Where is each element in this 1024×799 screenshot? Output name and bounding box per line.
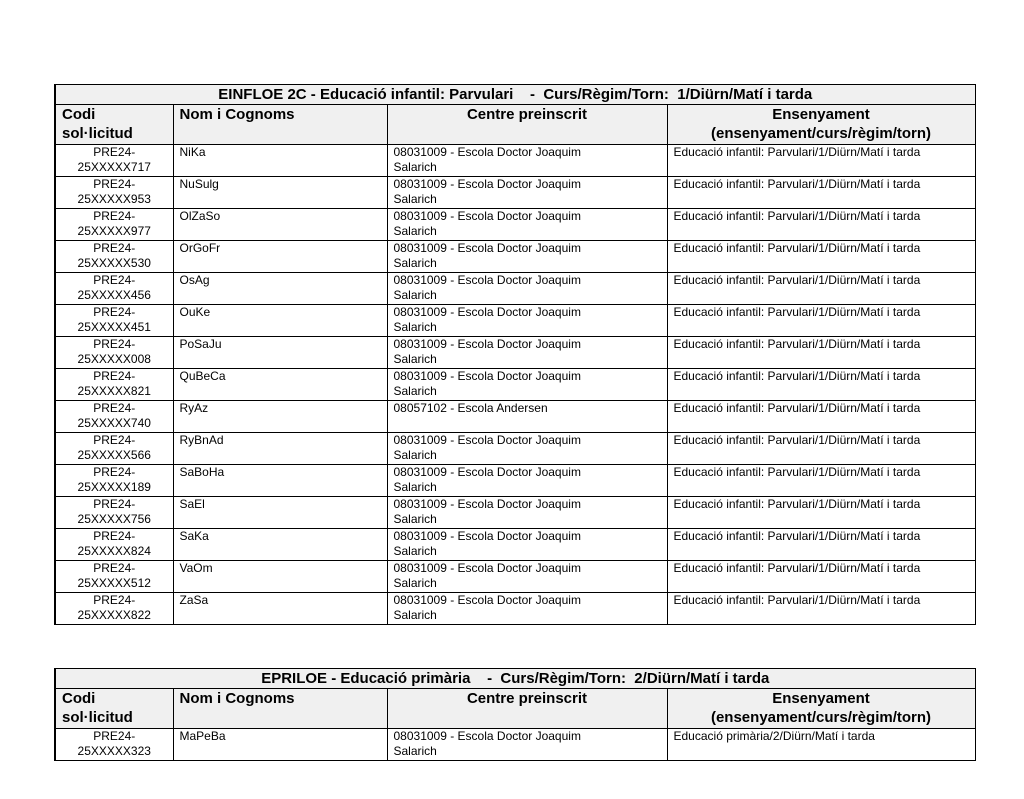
header-centre: Centre preinscrit (387, 689, 667, 729)
cell-centre: 08031009 - Escola Doctor Joaquim Salarich (387, 529, 667, 561)
table-row (55, 273, 975, 305)
cell-ensenyament: Educació infantil: Parvulari/1/Diürn/Matí i tarda (667, 561, 975, 593)
header-code: Codi sol·licitud (55, 105, 173, 145)
header-code: Codi sol·licitud (55, 689, 173, 729)
cell-centre: 08057102 - Escola Andersen (387, 401, 667, 433)
cell-centre: 08031009 - Escola Doctor Joaquim Salarich (387, 561, 667, 593)
cell-code: PRE24- 25XXXXX953 (55, 177, 173, 209)
cell-centre: 08031009 - Escola Doctor Joaquim Salarich (387, 433, 667, 465)
cell-name: OrGoFr (173, 241, 387, 273)
table-row (55, 337, 975, 369)
cell-centre: 08031009 - Escola Doctor Joaquim Salarich (387, 209, 667, 241)
header-centre: Centre preinscrit (387, 105, 667, 145)
cell-ensenyament: Educació infantil: Parvulari/1/Diürn/Matí i tarda (667, 273, 975, 305)
cell-centre: 08031009 - Escola Doctor Joaquim Salarich (387, 145, 667, 177)
cell-code: PRE24- 25XXXXX717 (55, 145, 173, 177)
cell-ensenyament: Educació infantil: Parvulari/1/Diürn/Matí i tarda (667, 145, 975, 177)
cell-code: PRE24- 25XXXXX451 (55, 305, 173, 337)
cell-centre: 08031009 - Escola Doctor Joaquim Salarich (387, 369, 667, 401)
cell-name: OsAg (173, 273, 387, 305)
table-row (55, 561, 975, 593)
cell-name: SaKa (173, 529, 387, 561)
cell-ensenyament: Educació infantil: Parvulari/1/Diürn/Matí i tarda (667, 593, 975, 625)
cell-name: QuBeCa (173, 369, 387, 401)
cell-ensenyament: Educació infantil: Parvulari/1/Diürn/Matí i tarda (667, 497, 975, 529)
table-row (55, 305, 975, 337)
cell-code: PRE24- 25XXXXX977 (55, 209, 173, 241)
cell-centre: 08031009 - Escola Doctor Joaquim Salarich (387, 337, 667, 369)
cell-name: OuKe (173, 305, 387, 337)
cell-centre: 08031009 - Escola Doctor Joaquim Salarich (387, 177, 667, 209)
table-row (55, 401, 975, 433)
cell-centre: 08031009 - Escola Doctor Joaquim Salarich (387, 593, 667, 625)
header-ensenyament: Ensenyament (ensenyament/curs/règim/torn) (667, 105, 975, 145)
cell-name: RyBnAd (173, 433, 387, 465)
table-row (55, 465, 975, 497)
cell-name: VaOm (173, 561, 387, 593)
cell-code: PRE24- 25XXXXX530 (55, 241, 173, 273)
cell-code: PRE24- 25XXXXX740 (55, 401, 173, 433)
cell-ensenyament: Educació infantil: Parvulari/1/Diürn/Matí i tarda (667, 433, 975, 465)
cell-code: PRE24- 25XXXXX008 (55, 337, 173, 369)
cell-name: PoSaJu (173, 337, 387, 369)
cell-centre: 08031009 - Escola Doctor Joaquim Salarich (387, 241, 667, 273)
cell-ensenyament: Educació infantil: Parvulari/1/Diürn/Matí i tarda (667, 529, 975, 561)
table-row (55, 497, 975, 529)
cell-ensenyament: Educació primària/2/Diürn/Matí i tarda (667, 729, 975, 761)
table-row (55, 145, 975, 177)
cell-name: SaEl (173, 497, 387, 529)
cell-ensenyament: Educació infantil: Parvulari/1/Diürn/Matí i tarda (667, 337, 975, 369)
cell-code: PRE24- 25XXXXX456 (55, 273, 173, 305)
cell-code: PRE24- 25XXXXX822 (55, 593, 173, 625)
table-row (55, 433, 975, 465)
cell-name: RyAz (173, 401, 387, 433)
table-row (55, 729, 975, 761)
cell-ensenyament: Educació infantil: Parvulari/1/Diürn/Matí i tarda (667, 305, 975, 337)
cell-ensenyament: Educació infantil: Parvulari/1/Diürn/Matí i tarda (667, 465, 975, 497)
cell-code: PRE24- 25XXXXX756 (55, 497, 173, 529)
cell-code: PRE24- 25XXXXX821 (55, 369, 173, 401)
table-row (55, 241, 975, 273)
cell-name: NiKa (173, 145, 387, 177)
cell-centre: 08031009 - Escola Doctor Joaquim Salarich (387, 273, 667, 305)
table-title: EPRILOE - Educació primària - Curs/Règim/Torn: 2/Diürn/Matí i tarda (55, 669, 975, 689)
header-name: Nom i Cognoms (173, 105, 387, 145)
table-row (55, 369, 975, 401)
cell-code: PRE24- 25XXXXX189 (55, 465, 173, 497)
table-einfloe (54, 84, 976, 625)
cell-name: SaBoHa (173, 465, 387, 497)
table-row (55, 593, 975, 625)
cell-code: PRE24- 25XXXXX323 (55, 729, 173, 761)
cell-centre: 08031009 - Escola Doctor Joaquim Salarich (387, 465, 667, 497)
cell-ensenyament: Educació infantil: Parvulari/1/Diürn/Matí i tarda (667, 369, 975, 401)
table-title: EINFLOE 2C - Educació infantil: Parvulari - Curs/Règim/Torn: 1/Diürn/Matí i tarda (55, 85, 975, 105)
cell-ensenyament: Educació infantil: Parvulari/1/Diürn/Matí i tarda (667, 401, 975, 433)
cell-name: NuSulg (173, 177, 387, 209)
cell-ensenyament: Educació infantil: Parvulari/1/Diürn/Matí i tarda (667, 177, 975, 209)
cell-centre: 08031009 - Escola Doctor Joaquim Salarich (387, 497, 667, 529)
cell-code: PRE24- 25XXXXX824 (55, 529, 173, 561)
header-ensenyament: Ensenyament (ensenyament/curs/règim/torn) (667, 689, 975, 729)
header-name: Nom i Cognoms (173, 689, 387, 729)
cell-name: ZaSa (173, 593, 387, 625)
cell-code: PRE24- 25XXXXX512 (55, 561, 173, 593)
cell-centre: 08031009 - Escola Doctor Joaquim Salarich (387, 305, 667, 337)
cell-name: MaPeBa (173, 729, 387, 761)
table-row (55, 177, 975, 209)
table-epriloe (54, 668, 976, 761)
table-row (55, 209, 975, 241)
cell-name: OlZaSo (173, 209, 387, 241)
cell-centre: 08031009 - Escola Doctor Joaquim Salarich (387, 729, 667, 761)
cell-ensenyament: Educació infantil: Parvulari/1/Diürn/Matí i tarda (667, 209, 975, 241)
table-row (55, 529, 975, 561)
cell-code: PRE24- 25XXXXX566 (55, 433, 173, 465)
cell-ensenyament: Educació infantil: Parvulari/1/Diürn/Matí i tarda (667, 241, 975, 273)
